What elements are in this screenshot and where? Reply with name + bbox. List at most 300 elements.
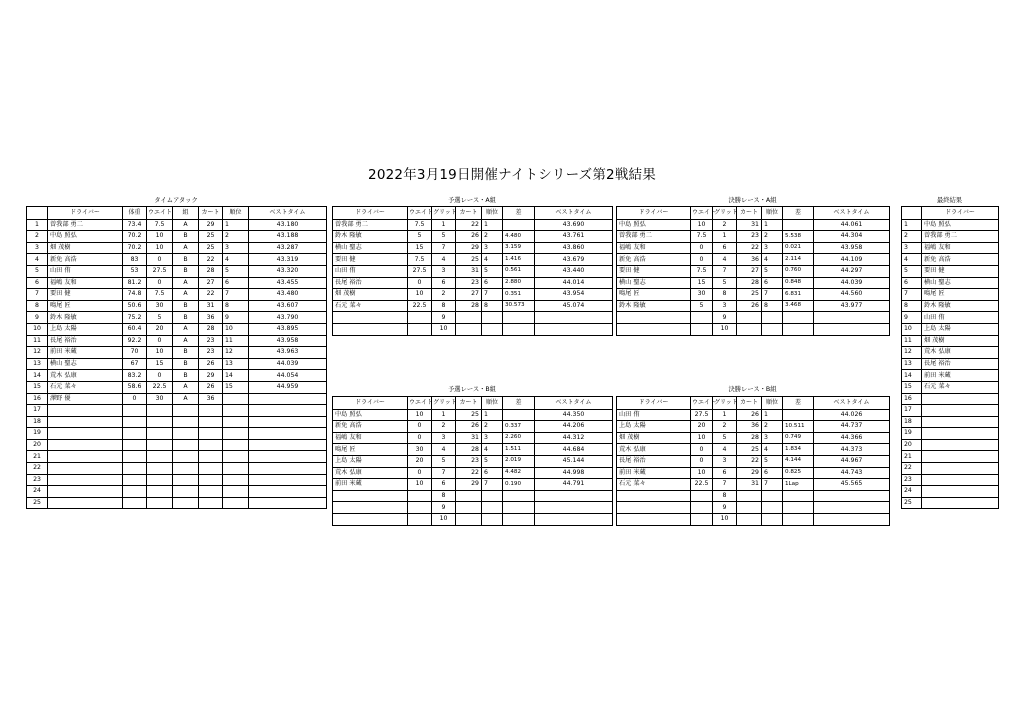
col-driver-header: ドライバー [333, 207, 408, 220]
kart-cell: 22 [737, 455, 762, 467]
table-row [902, 474, 999, 486]
driver-cell: 長尾 裕治 [922, 358, 999, 370]
final-result-title: 最終結果 [936, 197, 963, 204]
table-row [333, 479, 613, 491]
best-time-cell [249, 405, 327, 417]
weight-cell: 53 [123, 265, 147, 277]
best-time-cell [535, 513, 613, 525]
col-group-header: 組 [173, 207, 199, 220]
grid-cell: 5 [713, 277, 737, 289]
kart-cell [456, 312, 482, 324]
driver-cell [922, 416, 999, 428]
kart-cell: 22 [737, 242, 762, 254]
table-row [617, 277, 890, 289]
position-cell [223, 393, 249, 405]
row-number-cell: 17 [27, 405, 48, 417]
row-number-cell: 20 [27, 439, 48, 451]
driver-cell: 長尾 裕治 [333, 277, 408, 289]
driver-cell [333, 312, 408, 324]
table-row [333, 502, 613, 514]
driver-cell: 福嶋 友和 [922, 242, 999, 254]
group-cell: B [173, 312, 199, 324]
best-time-cell: 43.690 [535, 219, 613, 231]
col-diff-header: 差 [503, 397, 535, 410]
kart-cell [199, 497, 223, 509]
table-row [27, 486, 327, 498]
rank-cell: 16 [902, 393, 922, 405]
position-cell: 1 [762, 219, 783, 231]
ballast-cell [408, 490, 432, 502]
best-time-cell: 44.737 [814, 421, 890, 433]
grid-cell: 9 [713, 502, 737, 514]
col-best-header: ベストタイム [535, 397, 613, 410]
table-row [333, 231, 613, 243]
weight-cell [123, 416, 147, 428]
table-row [902, 381, 999, 393]
col-driver-header: ドライバー [48, 207, 123, 220]
row-number-cell: 5 [27, 265, 48, 277]
col-best-header: ベストタイム [814, 207, 890, 220]
driver-cell: 鳴尾 匠 [617, 289, 691, 301]
rank-cell: 21 [902, 451, 922, 463]
ballast-cell: 0 [408, 421, 432, 433]
grid-cell: 7 [432, 467, 456, 479]
row-number-cell: 18 [27, 416, 48, 428]
table-row [902, 428, 999, 440]
rank-cell: 17 [902, 405, 922, 417]
ballast-cell [691, 513, 713, 525]
kart-cell: 26 [456, 421, 482, 433]
diff-cell: 4.482 [503, 467, 535, 479]
weight-cell: 60.4 [123, 323, 147, 335]
driver-cell [617, 513, 691, 525]
heat-b-table [332, 396, 613, 526]
col-ballast-header: ウエイト [408, 397, 432, 410]
rank-cell: 24 [902, 486, 922, 498]
ballast-cell: 10 [408, 479, 432, 491]
kart-cell: 27 [737, 265, 762, 277]
best-time-cell: 44.366 [814, 432, 890, 444]
grid-cell: 8 [432, 300, 456, 312]
kart-cell: 29 [199, 370, 223, 382]
best-time-cell [249, 416, 327, 428]
weight-cell [123, 428, 147, 440]
ballast-cell: 7.5 [408, 254, 432, 266]
kart-cell: 25 [456, 254, 482, 266]
table-row [617, 432, 890, 444]
ballast-cell: 0 [147, 277, 173, 289]
position-cell: 2 [482, 231, 503, 243]
best-time-cell: 43.963 [249, 347, 327, 359]
group-cell: A [173, 335, 199, 347]
table-row [617, 421, 890, 433]
col-grid-header: グリッド [432, 397, 456, 410]
kart-cell: 29 [456, 242, 482, 254]
position-cell: 5 [762, 265, 783, 277]
group-cell: B [173, 300, 199, 312]
position-cell: 4 [482, 254, 503, 266]
position-cell [223, 428, 249, 440]
ballast-cell: 7.5 [691, 231, 713, 243]
col-ballast-header: ウエイト [691, 397, 713, 410]
kart-cell: 29 [456, 479, 482, 491]
best-time-cell [814, 513, 890, 525]
col-pos-header: 順位 [482, 397, 503, 410]
kart-cell: 36 [199, 312, 223, 324]
table-row [27, 370, 327, 382]
group-cell [173, 463, 199, 475]
best-time-cell: 44.312 [535, 432, 613, 444]
kart-cell [199, 463, 223, 475]
diff-cell: 2.260 [503, 432, 535, 444]
grid-cell: 3 [713, 455, 737, 467]
diff-cell: 0.337 [503, 421, 535, 433]
row-number-cell: 12 [27, 347, 48, 359]
table-row [333, 467, 613, 479]
position-cell: 6 [762, 467, 783, 479]
table-row [27, 335, 327, 347]
rank-cell: 22 [902, 463, 922, 475]
table-row [617, 312, 890, 324]
group-cell [173, 451, 199, 463]
col-weight-header: 体重 [123, 207, 147, 220]
kart-cell: 26 [456, 231, 482, 243]
rank-cell: 12 [902, 347, 922, 359]
table-row [27, 242, 327, 254]
best-time-cell: 44.014 [535, 277, 613, 289]
kart-cell [737, 490, 762, 502]
position-cell: 8 [482, 300, 503, 312]
position-cell: 2 [482, 421, 503, 433]
grid-cell: 7 [713, 265, 737, 277]
ballast-cell: 0 [691, 455, 713, 467]
position-cell: 8 [762, 300, 783, 312]
best-time-cell [249, 428, 327, 440]
kart-cell: 28 [456, 300, 482, 312]
best-time-cell: 43.679 [535, 254, 613, 266]
table-row [617, 479, 890, 491]
table-row [902, 277, 999, 289]
table-row [617, 254, 890, 266]
driver-cell: 荒木 弘康 [617, 444, 691, 456]
col-ballast-header: ウエイト [147, 207, 173, 220]
rank-cell: 5 [902, 265, 922, 277]
best-time-cell: 43.761 [535, 231, 613, 243]
table-row [27, 439, 327, 451]
position-cell: 5 [762, 455, 783, 467]
ballast-cell: 20 [408, 455, 432, 467]
col-driver-header: ドライバー [333, 397, 408, 410]
driver-cell: 中島 照弘 [333, 409, 408, 421]
best-time-cell [249, 451, 327, 463]
diff-cell [783, 513, 814, 525]
kart-cell [456, 323, 482, 335]
kart-cell: 26 [737, 409, 762, 421]
weight-cell: 70.2 [123, 231, 147, 243]
best-time-cell [249, 486, 327, 498]
driver-cell: 畑 茂樹 [48, 242, 123, 254]
final-a-table [616, 206, 890, 336]
weight-cell [123, 474, 147, 486]
position-cell: 7 [482, 479, 503, 491]
driver-cell: 中島 照弘 [617, 219, 691, 231]
best-time-cell [249, 497, 327, 509]
diff-cell [503, 490, 535, 502]
rank-cell: 13 [902, 358, 922, 370]
group-cell: A [173, 242, 199, 254]
kart-cell: 23 [456, 277, 482, 289]
table-row [333, 277, 613, 289]
kart-cell: 23 [199, 335, 223, 347]
kart-cell: 31 [737, 479, 762, 491]
grid-cell: 1 [432, 409, 456, 421]
diff-cell [503, 513, 535, 525]
driver-cell: 上島 太陽 [48, 323, 123, 335]
weight-cell: 92.2 [123, 335, 147, 347]
driver-cell: 新免 高浩 [48, 254, 123, 266]
ballast-cell: 15 [691, 277, 713, 289]
driver-cell: 畑 茂樹 [922, 335, 999, 347]
group-cell: B [173, 231, 199, 243]
row-number-cell: 7 [27, 289, 48, 301]
driver-cell: 上島 太陽 [333, 455, 408, 467]
kart-cell: 22 [199, 289, 223, 301]
weight-cell [123, 405, 147, 417]
table-row [333, 444, 613, 456]
best-time-cell [814, 490, 890, 502]
driver-cell: 曽我部 勇二 [922, 231, 999, 243]
driver-cell: 荒木 弘康 [922, 347, 999, 359]
group-cell: A [173, 219, 199, 231]
position-cell: 6 [482, 467, 503, 479]
table-row [333, 312, 613, 324]
best-time-cell: 43.895 [249, 323, 327, 335]
position-cell [482, 323, 503, 335]
row-number-cell: 19 [27, 428, 48, 440]
driver-cell: 横山 聖志 [617, 277, 691, 289]
table-row [617, 231, 890, 243]
table-row [27, 277, 327, 289]
table-row [902, 219, 999, 231]
driver-cell [48, 486, 123, 498]
ballast-cell: 0 [147, 335, 173, 347]
driver-cell [333, 323, 408, 335]
diff-cell: 2.019 [503, 455, 535, 467]
position-cell: 5 [223, 265, 249, 277]
position-cell: 13 [223, 358, 249, 370]
kart-cell [199, 451, 223, 463]
row-number-cell: 1 [27, 219, 48, 231]
row-number-cell: 25 [27, 497, 48, 509]
table-row [617, 300, 890, 312]
heat-a-table [332, 206, 613, 336]
grid-cell: 5 [432, 231, 456, 243]
driver-cell [48, 497, 123, 509]
row-number-cell: 24 [27, 486, 48, 498]
driver-cell [48, 428, 123, 440]
grid-cell: 8 [432, 490, 456, 502]
position-cell: 7 [762, 479, 783, 491]
best-time-cell: 44.350 [535, 409, 613, 421]
best-time-cell: 44.791 [535, 479, 613, 491]
driver-cell: 前田 米蔵 [617, 467, 691, 479]
ballast-cell [147, 451, 173, 463]
grid-cell: 6 [432, 277, 456, 289]
driver-cell: 横山 聖志 [48, 358, 123, 370]
kart-cell: 25 [199, 242, 223, 254]
col-diff-header: 差 [783, 207, 814, 220]
row-number-cell: 11 [27, 335, 48, 347]
driver-cell: 新免 高浩 [922, 254, 999, 266]
rank-cell: 1 [902, 219, 922, 231]
driver-cell [922, 451, 999, 463]
rank-cell: 4 [902, 254, 922, 266]
kart-cell: 29 [199, 219, 223, 231]
best-time-cell [249, 393, 327, 405]
kart-cell: 22 [456, 467, 482, 479]
driver-cell: 鈴木 隆敏 [617, 300, 691, 312]
ballast-cell [147, 416, 173, 428]
group-cell [173, 486, 199, 498]
col-diff-header: 差 [503, 207, 535, 220]
position-cell: 5 [482, 265, 503, 277]
heat-b-title: 予選レース・B組 [447, 386, 497, 393]
ballast-cell: 10 [147, 231, 173, 243]
kart-cell [456, 490, 482, 502]
driver-cell [617, 323, 691, 335]
best-time-cell: 44.206 [535, 421, 613, 433]
col-driver-header: ドライバー [617, 207, 691, 220]
best-time-cell: 43.790 [249, 312, 327, 324]
ballast-cell: 0 [408, 432, 432, 444]
ballast-cell: 30 [408, 444, 432, 456]
driver-cell: 長尾 裕治 [48, 335, 123, 347]
driver-cell: 福嶋 友和 [48, 277, 123, 289]
rank-cell: 18 [902, 416, 922, 428]
final-b-header-row [617, 397, 890, 410]
table-row [617, 513, 890, 525]
kart-cell: 26 [737, 300, 762, 312]
table-row [27, 300, 327, 312]
row-number-cell: 13 [27, 358, 48, 370]
row-number-cell: 6 [27, 277, 48, 289]
position-cell: 2 [762, 231, 783, 243]
position-cell: 12 [223, 347, 249, 359]
best-time-cell: 44.560 [814, 289, 890, 301]
grid-cell: 2 [713, 421, 737, 433]
position-cell: 1 [223, 219, 249, 231]
grid-cell: 5 [713, 432, 737, 444]
weight-cell: 70.2 [123, 242, 147, 254]
kart-cell: 27 [199, 277, 223, 289]
grid-cell: 1 [713, 231, 737, 243]
position-cell: 15 [223, 381, 249, 393]
row-number-cell: 3 [27, 242, 48, 254]
table-row [333, 455, 613, 467]
kart-cell [737, 323, 762, 335]
grid-cell: 4 [713, 254, 737, 266]
table-row [902, 405, 999, 417]
driver-cell: 畑 茂樹 [617, 432, 691, 444]
driver-cell [617, 312, 691, 324]
col-no-header [27, 207, 48, 220]
driver-cell: 石元 菜々 [48, 381, 123, 393]
kart-cell: 28 [456, 444, 482, 456]
ballast-cell: 10 [408, 409, 432, 421]
best-time-cell: 43.607 [249, 300, 327, 312]
ballast-cell: 10 [147, 347, 173, 359]
best-time-cell [535, 323, 613, 335]
diff-cell [503, 323, 535, 335]
best-time-cell: 43.319 [249, 254, 327, 266]
position-cell [762, 323, 783, 335]
rank-cell: 2 [902, 231, 922, 243]
table-row [333, 409, 613, 421]
best-time-cell: 44.998 [535, 467, 613, 479]
ballast-cell [691, 312, 713, 324]
best-time-cell: 43.958 [814, 242, 890, 254]
ballast-cell: 30 [147, 393, 173, 405]
ballast-cell [147, 486, 173, 498]
kart-cell [199, 474, 223, 486]
kart-cell: 28 [199, 323, 223, 335]
grid-cell: 3 [713, 300, 737, 312]
diff-cell [783, 323, 814, 335]
grid-cell: 10 [713, 323, 737, 335]
grid-cell: 6 [713, 242, 737, 254]
best-time-cell: 43.860 [535, 242, 613, 254]
ballast-cell [691, 490, 713, 502]
driver-cell: 前田 米蔵 [333, 479, 408, 491]
weight-cell: 83.2 [123, 370, 147, 382]
position-cell [762, 502, 783, 514]
diff-cell: 0.351 [503, 289, 535, 301]
grid-cell: 10 [713, 513, 737, 525]
rank-cell: 11 [902, 335, 922, 347]
position-cell: 6 [482, 277, 503, 289]
weight-cell: 83 [123, 254, 147, 266]
table-row [617, 455, 890, 467]
final-b-table [616, 396, 890, 526]
table-row [902, 416, 999, 428]
driver-cell: 山田 侑 [48, 265, 123, 277]
ballast-cell [691, 323, 713, 335]
kart-cell: 36 [737, 421, 762, 433]
weight-cell: 81.2 [123, 277, 147, 289]
table-row [27, 219, 327, 231]
position-cell: 7 [482, 289, 503, 301]
driver-cell: 山田 侑 [922, 312, 999, 324]
diff-cell: 1Lap [783, 479, 814, 491]
driver-cell [922, 486, 999, 498]
table-row [617, 490, 890, 502]
position-cell: 2 [762, 421, 783, 433]
table-row [617, 242, 890, 254]
table-row [617, 444, 890, 456]
row-number-cell: 15 [27, 381, 48, 393]
best-time-cell: 44.039 [814, 277, 890, 289]
diff-cell [503, 502, 535, 514]
group-cell: A [173, 323, 199, 335]
kart-cell [199, 428, 223, 440]
kart-cell [456, 502, 482, 514]
position-cell [482, 312, 503, 324]
driver-cell: 福嶋 友和 [333, 432, 408, 444]
diff-cell [783, 409, 814, 421]
table-row [333, 490, 613, 502]
rank-cell: 8 [902, 300, 922, 312]
table-row [27, 428, 327, 440]
